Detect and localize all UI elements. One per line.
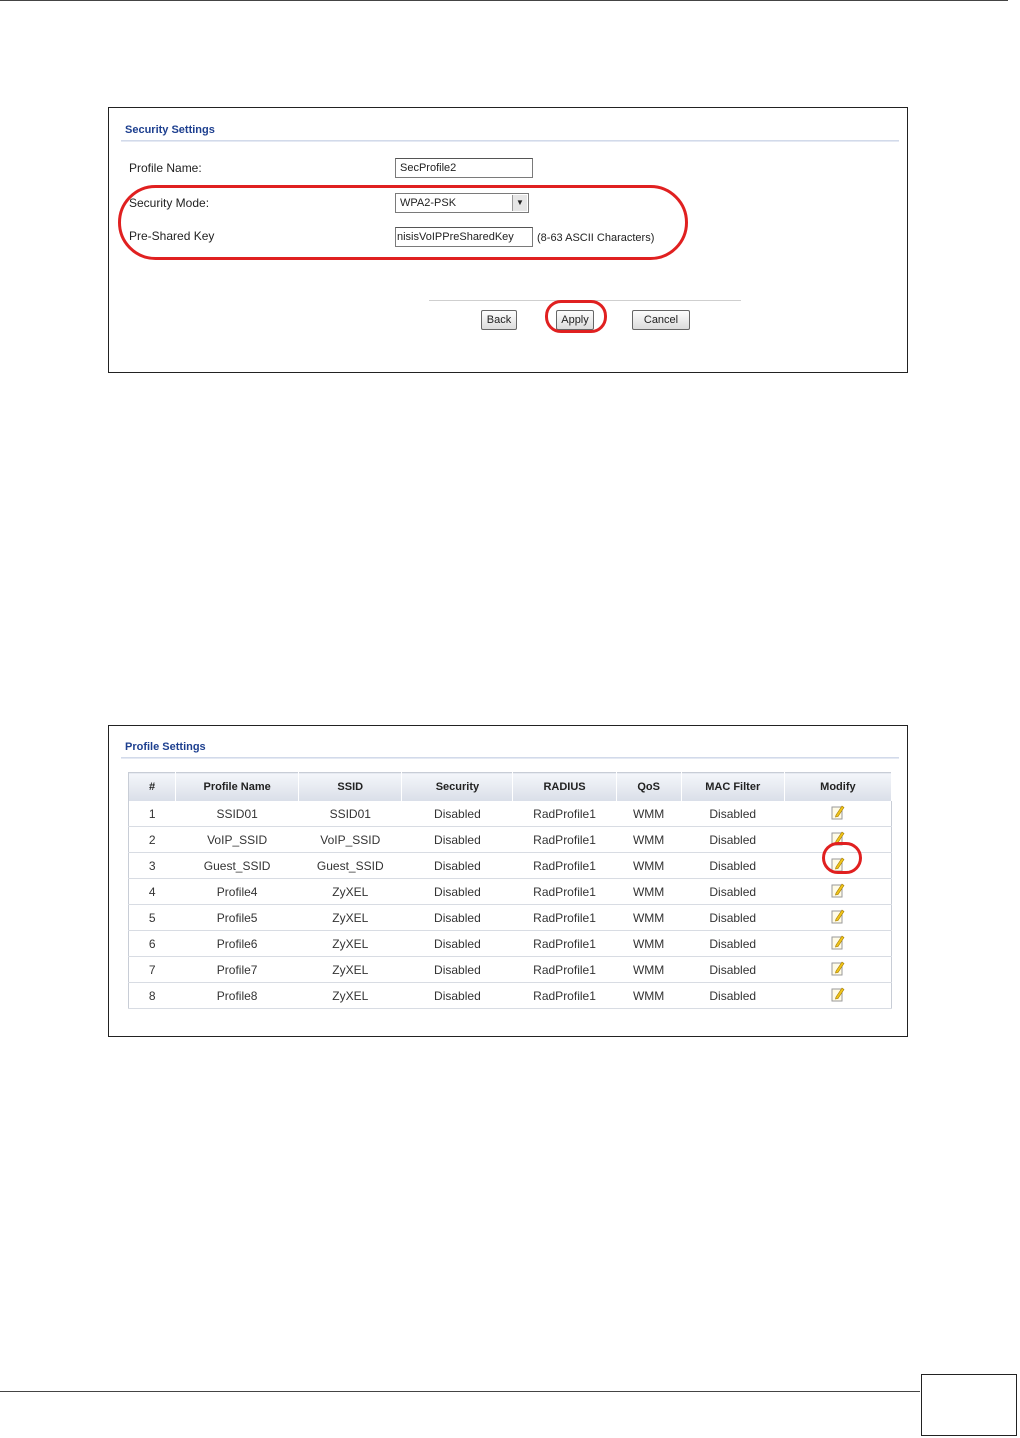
- column-header-qos: QoS: [616, 773, 681, 802]
- page-number-box: [921, 1374, 1017, 1436]
- profile-settings-screenshot: [108, 725, 908, 1037]
- table-row: [129, 801, 892, 827]
- profile-settings-title: Profile Settings: [125, 741, 206, 753]
- edit-icon[interactable]: [831, 934, 845, 950]
- row-qos: WMM: [616, 957, 681, 983]
- row-profile-name: Profile6: [176, 931, 299, 957]
- apply-callout: [545, 300, 607, 333]
- row-profile-name: SSID01: [176, 801, 299, 827]
- row-number: 6: [129, 931, 176, 957]
- modify-callout: [822, 842, 862, 874]
- row-radius: RadProfile1: [513, 931, 616, 957]
- row-ssid: Guest_SSID: [299, 853, 402, 879]
- row-radius: RadProfile1: [513, 905, 616, 931]
- row-profile-name: Guest_SSID: [176, 853, 299, 879]
- security-settings-screenshot: [108, 107, 908, 373]
- column-header-security: Security: [402, 773, 513, 802]
- row-profile-name: VoIP_SSID: [176, 827, 299, 853]
- section-divider: [121, 140, 899, 142]
- row-number: 4: [129, 879, 176, 905]
- row-mac-filter: Disabled: [681, 931, 784, 957]
- column-header-radius: RADIUS: [513, 773, 616, 802]
- row-radius: RadProfile1: [513, 957, 616, 983]
- table-row: [129, 983, 892, 1009]
- row-qos: WMM: [616, 827, 681, 853]
- cancel-button[interactable]: Cancel: [632, 310, 690, 330]
- row-mac-filter: Disabled: [681, 983, 784, 1009]
- row-number: 5: [129, 905, 176, 931]
- chevron-down-icon[interactable]: ▼: [512, 195, 527, 211]
- row-profile-name: Profile8: [176, 983, 299, 1009]
- row-mac-filter: Disabled: [681, 905, 784, 931]
- row-security: Disabled: [402, 827, 513, 853]
- row-number: 8: [129, 983, 176, 1009]
- row-mac-filter: Disabled: [681, 853, 784, 879]
- row-modify: [784, 957, 891, 983]
- row-number: 1: [129, 801, 176, 827]
- row-ssid: ZyXEL: [299, 983, 402, 1009]
- row-mac-filter: Disabled: [681, 801, 784, 827]
- page-header-rule: [0, 0, 1008, 1]
- column-header-number: #: [129, 773, 176, 802]
- row-mac-filter: Disabled: [681, 879, 784, 905]
- row-qos: WMM: [616, 983, 681, 1009]
- row-modify: [784, 983, 891, 1009]
- row-qos: WMM: [616, 853, 681, 879]
- row-mac-filter: Disabled: [681, 957, 784, 983]
- row-profile-name: Profile5: [176, 905, 299, 931]
- edit-icon[interactable]: [831, 986, 845, 1002]
- table-row: [129, 905, 892, 931]
- row-qos: WMM: [616, 879, 681, 905]
- pre-shared-key-label: Pre-Shared Key: [129, 229, 215, 243]
- table-header-row: [129, 773, 892, 802]
- back-button[interactable]: Back: [481, 310, 517, 330]
- row-radius: RadProfile1: [513, 879, 616, 905]
- row-modify: [784, 905, 891, 931]
- edit-icon[interactable]: [831, 960, 845, 976]
- row-number: 2: [129, 827, 176, 853]
- section-divider: [121, 757, 899, 759]
- page-footer-rule: [0, 1391, 920, 1392]
- row-security: Disabled: [402, 879, 513, 905]
- row-qos: WMM: [616, 931, 681, 957]
- row-security: Disabled: [402, 957, 513, 983]
- row-ssid: ZyXEL: [299, 931, 402, 957]
- row-ssid: ZyXEL: [299, 905, 402, 931]
- row-security: Disabled: [402, 931, 513, 957]
- pre-shared-key-input[interactable]: nisisVoIPPreSharedKey: [395, 227, 533, 247]
- table-row: [129, 879, 892, 905]
- row-number: 7: [129, 957, 176, 983]
- row-mac-filter: Disabled: [681, 827, 784, 853]
- row-profile-name: Profile7: [176, 957, 299, 983]
- security-mode-value: WPA2-PSK: [400, 197, 457, 209]
- row-ssid: ZyXEL: [299, 957, 402, 983]
- row-ssid: ZyXEL: [299, 879, 402, 905]
- row-modify: [784, 801, 891, 827]
- row-radius: RadProfile1: [513, 827, 616, 853]
- security-callout: [118, 185, 688, 260]
- table-row: [129, 931, 892, 957]
- table-row: [129, 827, 892, 853]
- column-header-profile-name: Profile Name: [176, 773, 299, 802]
- column-header-mac-filter: MAC Filter: [681, 773, 784, 802]
- edit-icon[interactable]: [831, 882, 845, 898]
- column-header-ssid: SSID: [299, 773, 402, 802]
- security-mode-label: Security Mode:: [129, 196, 210, 210]
- row-security: Disabled: [402, 983, 513, 1009]
- row-radius: RadProfile1: [513, 983, 616, 1009]
- profile-table: [128, 772, 892, 1009]
- row-security: Disabled: [402, 905, 513, 931]
- column-header-modify: Modify: [784, 773, 891, 802]
- row-qos: WMM: [616, 801, 681, 827]
- row-number: 3: [129, 853, 176, 879]
- edit-icon[interactable]: [831, 804, 845, 820]
- row-modify: [784, 879, 891, 905]
- row-radius: RadProfile1: [513, 801, 616, 827]
- table-row: [129, 853, 892, 879]
- table-row: [129, 957, 892, 983]
- row-ssid: SSID01: [299, 801, 402, 827]
- row-security: Disabled: [402, 853, 513, 879]
- profile-name-label: Profile Name:: [129, 161, 202, 175]
- row-security: Disabled: [402, 801, 513, 827]
- row-radius: RadProfile1: [513, 853, 616, 879]
- edit-icon[interactable]: [831, 908, 845, 924]
- row-profile-name: Profile4: [176, 879, 299, 905]
- profile-name-input[interactable]: SecProfile2: [395, 158, 533, 178]
- row-modify: [784, 931, 891, 957]
- row-qos: WMM: [616, 905, 681, 931]
- row-ssid: VoIP_SSID: [299, 827, 402, 853]
- apply-button[interactable]: Apply: [556, 310, 594, 330]
- pre-shared-key-hint: (8-63 ASCII Characters): [537, 232, 655, 244]
- security-settings-title: Security Settings: [125, 124, 215, 136]
